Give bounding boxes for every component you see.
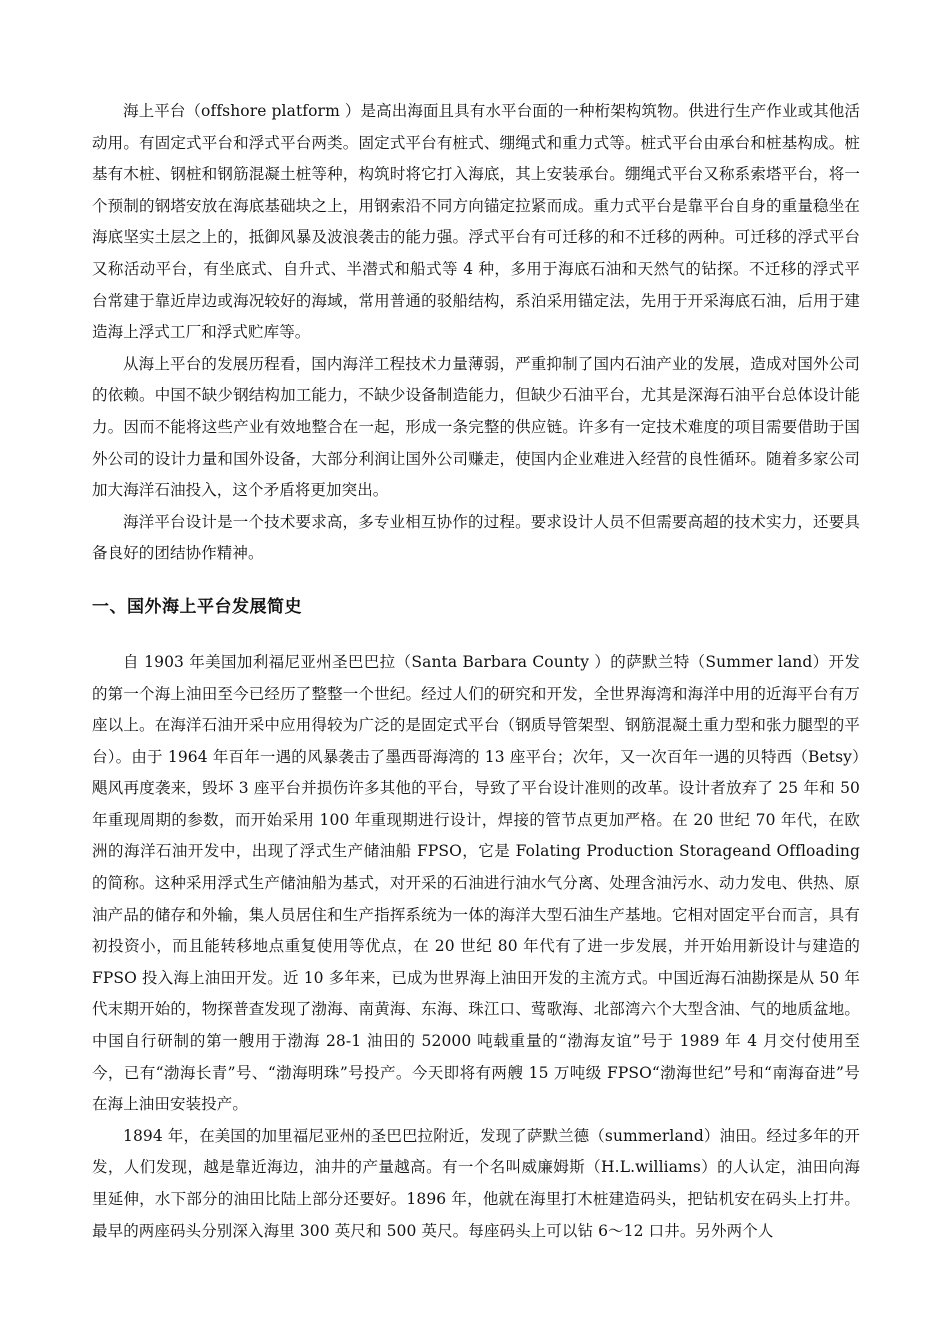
paragraph-design-requirements: 海洋平台设计是一个技术要求高，多专业相互协作的过程。要求设计人员不但需要高超的技术实力，还要具备良好的团结协作精神。 (92, 512, 860, 563)
document-body (92, 96, 860, 1247)
paragraph-foreign-history: 自 1903 年美国加利福尼亚州圣巴巴拉（Santa Barbara County ）的萨默兰特（Summer land）开发的第一个海上油田至今已经历了整整一个世纪。经过人们的研究和开发，全世界海湾和海洋中用的近海平台有万座以上。在海洋石油开采中应用得较为广泛的是固定式平台（钢质导管架型、钢筋混凝土重力型和张力腿型的平台）。由于 1964 年百年一遇的风暴袭击了墨西哥海湾的 13 座平台；次年，又一次百年一遇的贝特西（Betsy）飓风再度袭来，毁坏 3 座平台并损伤许多其他的平台，导致了平台设计准则的改革。设计者放弃了 25 年和 50 年重现周期的参数，而开始采用 100 年重现期进行设计，焊接的管节点更加严格。在 20 世纪 70 年代，在欧洲的海洋石油开发中，出现了浮式生产储油船 FPSO，它是 Folating Production Storageand Offloading 的简称。这种采用浮式生产储油船为基式，对开采的石油进行油水气分离、处理含油污水、动力发电、供热、原油产品的储存和外输，集人员居住和生产指挥系统为一体的海洋大型石油生产基地。它相对固定平台而言，具有初投资小，而且能转移地点重复使用等优点，在 20 世纪 80 年代有了进一步发展，并开始用新设计与建造的 FPSO 投入海上油田开发。近 10 多年来，已成为世界海上油田开发的主流方式。中国近海石油勘探是从 50 年代末期开始的，物探普查发现了渤海、南黄海、东海、珠江口、莺歌海、北部湾六个大型含油、气的地质盆地。中国自行研制的第一艘用于渤海 28-1 油田的 52000 吨载重量的“渤海友谊”号于 1989 年 4 月交付使用至今，已有“渤海长青”号、“渤海明珠”号投产。今天即将有两艘 15 万吨级 FPSO“渤海世纪”号和“南海奋进”号在海上油田安装投产。 (92, 652, 860, 1114)
paragraph-development-course: 从海上平台的发展历程看，国内海洋工程技术力量薄弱，严重抑制了国内石油产业的发展，造成对国外公司的依赖。中国不缺少钢结构加工能力，不缺少设备制造能力，但缺少石油平台，尤其是深海石油平台总体设计能力。因而不能将这些产业有效地整合在一起，形成一条完整的供应链。许多有一定技术难度的项目需要借助于国外公司的设计力量和国外设备，大部分利润让国外公司赚走，使国内企业难进入经营的良性循环。随着多家公司加大海洋石油投入，这个矛盾将更加突出。 (92, 354, 860, 500)
paragraph-summerland-1894: 1894 年，在美国的加里福尼亚州的圣巴巴拉附近，发现了萨默兰德（summerland）油田。经过多年的开发，人们发现，越是靠近海边，油井的产量越高。有一个名叫威廉姆斯（H.L.williams）的人认定，油田向海里延伸，水下部分的油田比陆上部分还要好。1896 年，他就在海里打木桩建造码头，把钻机安在码头上打井。最早的两座码头分别深入海里 300 英尺和 500 英尺。每座码头上可以钻 6～12 口井。另外两个人 (92, 1126, 860, 1240)
section-heading: 一、国外海上平台发展简史 (92, 596, 302, 617)
paragraph-platform-definition: 海上平台（offshore platform ）是高出海面且具有水平台面的一种桁架构筑物。供进行生产作业或其他活动用。有固定式平台和浮式平台两类。固定式平台有桩式、绷绳式和重力式等。桩式平台由承台和桩基构成。桩基有木桩、钢桩和钢筋混凝土桩等种，构筑时将它打入海底，其上安装承台。绷绳式平台又称系索塔平台，将一个预制的钢塔安放在海底基础块之上，用钢索沿不同方向锚定拉紧而成。重力式平台是靠平台自身的重量稳坐在海底坚实土层之上的，抵御风暴及波浪袭击的能力强。浮式平台有可迁移的和不迁移的两种。可迁移的浮式平台又称活动平台，有坐底式、自升式、半潜式和船式等 4 种，多用于海底石油和天然气的钻探。不迁移的浮式平台常建于靠近岸边或海况较好的海域，常用普通的驳船结构，系泊采用锚定法，先用于开采海底石油，后用于建造海上浮式工厂和浮式贮库等。 (92, 102, 860, 342)
